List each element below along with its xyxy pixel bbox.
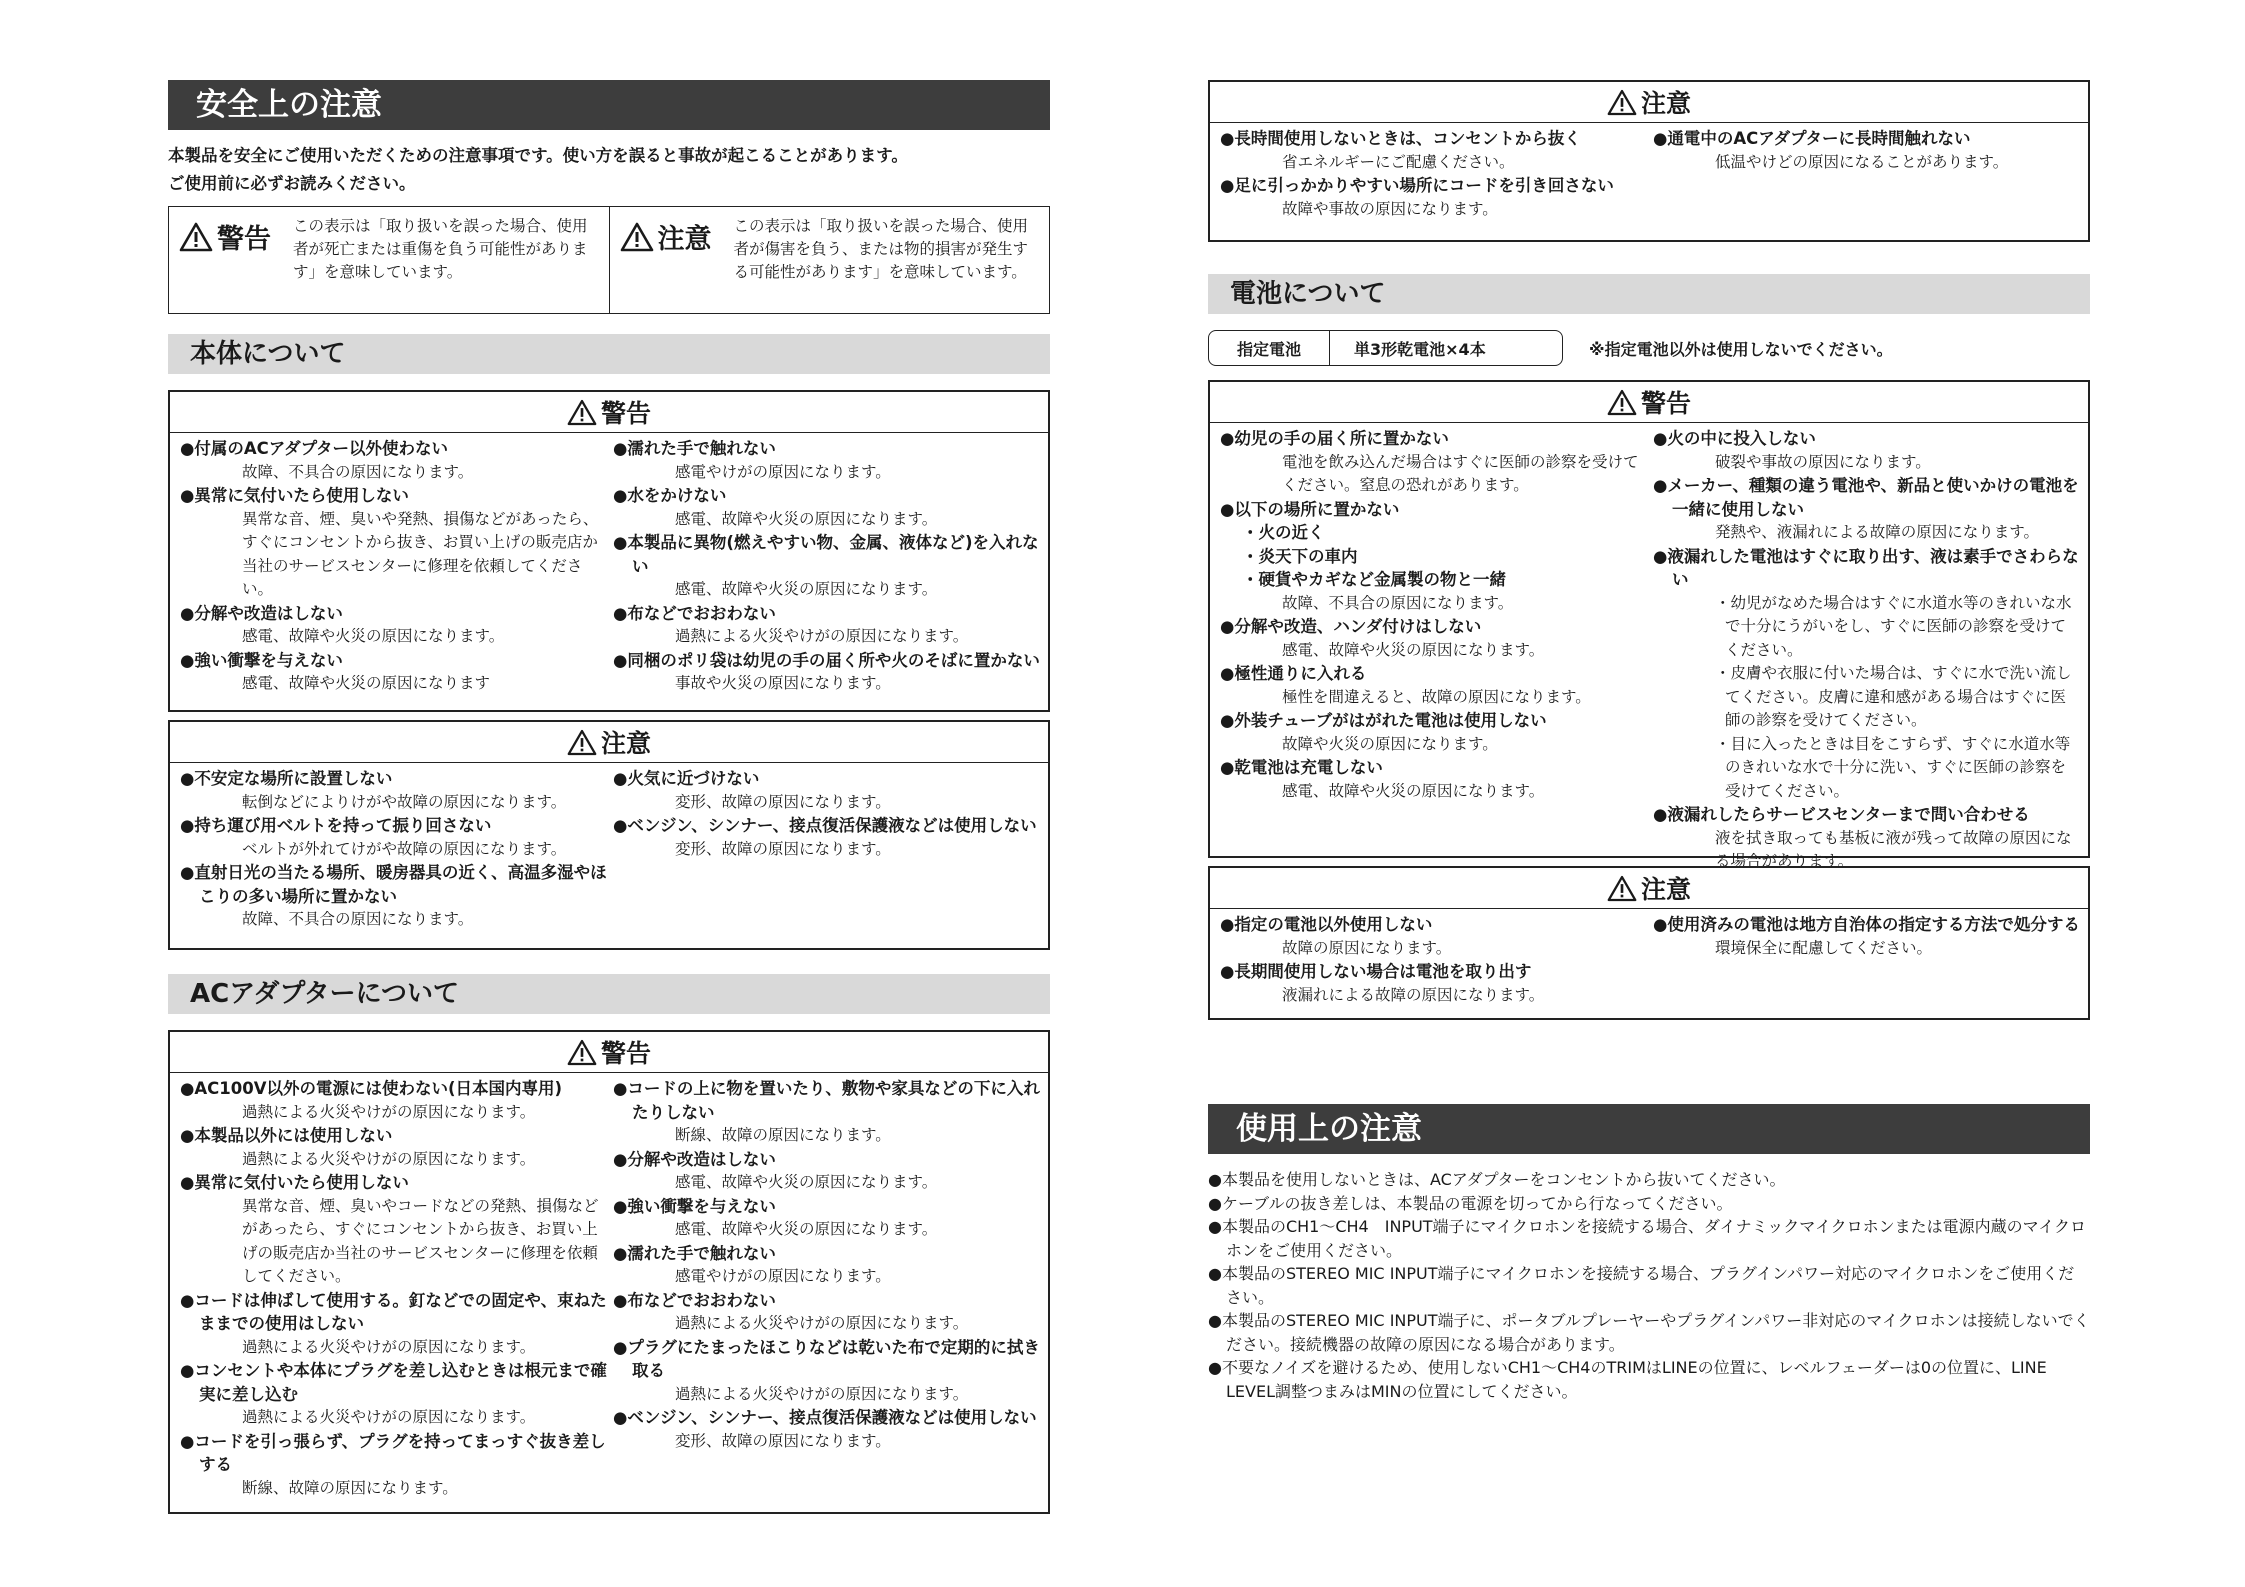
item-description: 過熱による火災やけがの原因になります。	[675, 627, 969, 645]
item-description: 過熱による火災やけがの原因になります。	[242, 1408, 536, 1426]
item-description: 電池を飲み込んだ場合はすぐに医師の診察を受けてください。窒息の恐れがあります。	[1282, 452, 1639, 494]
battery-spec-value: 単3形乾電池×4本	[1329, 331, 1562, 365]
ac-caution-box	[1208, 80, 2090, 242]
box-title-text: 警告	[600, 1039, 651, 1068]
item-description: 過熱による火災やけがの原因になります。	[675, 1384, 969, 1403]
item-heading: ●分解や改造はしない	[180, 603, 343, 623]
item-description: 転倒などによりけがや故障の原因になります。	[242, 792, 567, 811]
item-bullet-description: ・皮膚や衣服に付いた場合は、すぐに水で洗い流してください。皮膚に違和感がある場合はすぐに医師の診察を受けてください。	[1715, 664, 2072, 729]
item-description: 環境保全に配慮してください。	[1715, 938, 1933, 957]
item-heading: ●ベンジン、シンナー、接点復活保護液などは使用しない	[613, 816, 1037, 835]
item-heading: ●水をかけない	[613, 486, 727, 505]
item-description: 省エネルギーにご配慮ください。	[1282, 152, 1515, 171]
item-description: 過熱による火災やけがの原因になります。	[242, 1149, 536, 1168]
item-heading: ●乾電池は充電しない	[1220, 758, 1383, 777]
legend-warning-desc: この表示は「取り扱いを誤った場合、使用者が死亡または重傷を負う可能性があります」を意味しています。	[293, 217, 588, 281]
legend-caution-desc: この表示は「取り扱いを誤った場合、使用者が傷害を負う、または物的損害が発生する可能性があります」を意味しています。	[733, 217, 1029, 281]
item-heading: ●外装チューブがはがれた電池は使用しない	[1220, 711, 1547, 730]
warning-triangle-icon	[1607, 89, 1637, 116]
item-description: 感電、故障や火災の原因になります。	[1282, 640, 1545, 659]
box-column	[1647, 427, 2080, 874]
item-heading: ●強い衝撃を与えない	[180, 650, 343, 670]
item-description: 感電、故障や火災の原因になります。	[242, 627, 505, 645]
warning-triangle-icon	[1607, 875, 1637, 902]
item-description: 発熱や、液漏れによる故障の原因になります。	[1715, 523, 2039, 541]
item-description: 極性を間違えると、故障の原因になります。	[1282, 687, 1591, 706]
item-heading: ●指定の電池以外使用しない	[1220, 915, 1433, 934]
item-bullet-description: ・幼児がなめた場合はすぐに水道水等のきれいな水で十分にうがいをし、すぐに医師の診察を受けてください。	[1715, 593, 2072, 659]
usage-item: ●不要なノイズを避けるため、使用しないCH1～CH4のTRIMはLINEの位置に、レベルフェーダーは0の位置に、LINE LEVEL調整つまみはMINの位置にしてください。	[1208, 1358, 2047, 1401]
battery-caution-box	[1208, 866, 2090, 1020]
box-body	[1210, 909, 2088, 1007]
intro-line-1: 本製品を安全にご使用いただくための注意事項です。使い方を誤ると事故が起こることがあります。	[168, 146, 908, 165]
box-column	[180, 1077, 607, 1500]
item-description: 液を拭き取っても基板に液が残って故障の原因になる場合があります。	[1715, 828, 2072, 870]
item-heading: ●分解や改造、ハンダ付けはしない	[1220, 617, 1482, 636]
usage-item: ●本製品のCH1～CH4 INPUT端子にマイクロホンを接続する場合、ダイナミックマイクロホンまたは電源内蔵のマイクロホンをご使用ください。	[1208, 1217, 2086, 1260]
item-description: 感電、故障や火災の原因になります	[242, 674, 491, 692]
item-heading: ●コンセントや本体にプラグを差し込むときは根元まで確実に差し込む	[180, 1361, 607, 1404]
item-description: 感電、故障や火災の原因になります。	[675, 1173, 938, 1191]
item-heading: ●コードを引っ張らず、プラグを持ってまっすぐ抜き差しする	[180, 1431, 606, 1474]
item-heading: ●異常に気付いたら使用しない	[180, 486, 409, 505]
item-description: 異常な音、煙、臭いやコードなどの発熱、損傷などがあったら、すぐにコンセントから抜き、お買い上げの販売店か当社のサービスセンターに修理を依頼してください。	[242, 1196, 599, 1285]
item-heading: ●長期間使用しない場合は電池を取り出す	[1220, 962, 1532, 981]
intro-line-2: ご使用前に必ずお読みください。	[168, 174, 416, 193]
item-description: 断線、故障の原因になります。	[242, 1478, 458, 1497]
item-description: 故障、不具合の原因になります。	[242, 910, 474, 928]
item-heading: ●布などでおおわない	[613, 603, 776, 623]
legend-warning-label: 警告	[217, 224, 271, 255]
box-title	[1210, 382, 2088, 423]
item-heading: ●足に引っかかりやすい場所にコードを引き回さない	[1220, 176, 1614, 195]
box-title	[170, 722, 1048, 763]
item-heading: ●濡れた手で触れない	[613, 439, 776, 458]
item-description: 故障、不具合の原因になります。	[1282, 593, 1514, 612]
usage-title: 使用上の注意	[1208, 1104, 2090, 1154]
item-description: 断線、故障の原因になります。	[675, 1126, 891, 1144]
item-description: 変形、故障の原因になります。	[675, 792, 891, 811]
item-heading: ●同梱のポリ袋は幼児の手の届く所や火のそばに置かない	[613, 650, 1040, 670]
box-body	[170, 433, 1048, 696]
box-body	[170, 1073, 1048, 1500]
box-column	[607, 767, 1040, 932]
box-column	[1647, 127, 2080, 221]
battery-spec-label: 指定電池	[1237, 339, 1302, 359]
item-heading: ●ベンジン、シンナー、接点復活保護液などは使用しない	[613, 1408, 1037, 1427]
box-title-text: 注意	[1640, 89, 1691, 118]
item-description: 故障や事故の原因になります。	[1282, 199, 1498, 218]
ac-warning-box	[168, 1030, 1050, 1514]
item-description: 低温やけどの原因になることがあります。	[1715, 152, 2009, 171]
item-description: 過熱による火災やけがの原因になります。	[675, 1314, 969, 1332]
item-description: 過熱による火災やけがの原因になります。	[242, 1337, 536, 1356]
box-body	[1210, 423, 2088, 874]
item-description: 感電、故障や火災の原因になります。	[675, 1220, 938, 1238]
box-column	[1220, 427, 1647, 874]
warning-triangle-icon	[1607, 389, 1637, 416]
battery-warning-box	[1208, 380, 2090, 870]
item-heading: ●濡れた手で触れない	[613, 1243, 776, 1263]
item-description: 故障、不具合の原因になります。	[242, 462, 474, 481]
box-title-text: 警告	[600, 399, 651, 428]
item-description: 感電、故障や火災の原因になります。	[675, 509, 938, 528]
legend-box	[168, 206, 1050, 314]
intro-text	[168, 142, 908, 198]
warning-triangle-icon	[179, 222, 213, 252]
item-description: 故障の原因になります。	[1282, 938, 1452, 957]
item-heading: ●AC100V以外の電源には使わない(日本国内専用)	[180, 1079, 563, 1098]
usage-item: ●ケーブルの抜き差しは、本製品の電源を切ってから行なってください。	[1208, 1193, 1733, 1213]
item-heading: ●異常に気付いたら使用しない	[180, 1173, 409, 1192]
usage-item: ●本製品のSTEREO MIC INPUT端子にマイクロホンを接続する場合、プラグインパワー対応のマイクロホンをご使用ください。	[1208, 1264, 2075, 1307]
battery-spec	[1208, 330, 1893, 366]
item-heading: ●分解や改造はしない	[613, 1149, 776, 1169]
item-heading: ●付属のACアダプター以外使わない	[180, 439, 448, 458]
item-heading: ●極性通りに入れる	[1220, 664, 1367, 683]
item-description: ベルトが外れてけがや故障の原因になります。	[242, 839, 567, 858]
item-heading: ●以下の場所に置かない	[1220, 499, 1400, 519]
body-section-title: 本体について	[168, 334, 1050, 374]
item-heading: ●通電中のACアダプターに長時間触れない	[1653, 129, 1971, 148]
item-description: 過熱による火災やけがの原因になります。	[242, 1102, 536, 1121]
item-subheading: ・硬貨やカギなど金属製の物と一緒	[1242, 570, 1506, 589]
item-description: 感電、故障や火災の原因になります。	[675, 580, 938, 598]
box-title-text: 注意	[1640, 875, 1691, 904]
item-heading: ●コードの上に物を置いたり、敷物や家具などの下に入れたりしない	[613, 1079, 1040, 1122]
item-heading: ●液漏れした電池はすぐに取り出す、液は素手でさわらない	[1653, 546, 2079, 589]
item-description: 変形、故障の原因になります。	[675, 839, 891, 858]
item-heading: ●持ち運び用ベルトを持って振り回さない	[180, 816, 492, 835]
warning-triangle-icon	[567, 1039, 597, 1066]
box-column	[1647, 913, 2080, 1007]
item-heading: ●メーカー、種類の違う電池や、新品と使いかけの電池を一緒に使用しない	[1653, 476, 2079, 519]
item-heading: ●幼児の手の届く所に置かない	[1220, 429, 1449, 448]
usage-item: ●本製品を使用しないときは、ACアダプターをコンセントから抜いてください。	[1208, 1170, 1786, 1189]
box-body	[170, 763, 1048, 932]
item-heading: ●液漏れしたらサービスセンターまで問い合わせる	[1653, 805, 2030, 824]
usage-item: ●本製品のSTEREO MIC INPUT端子に、ポータブルプレーヤーやプラグインパワー非対応のマイクロホンは接続しないでください。接続機器の故障の原因になる場合があります。	[1208, 1311, 2090, 1354]
battery-section-title: 電池について	[1208, 274, 2090, 314]
item-description: 感電、故障や火災の原因になります。	[1282, 781, 1545, 800]
item-heading: ●本製品に異物(燃えやすい物、金属、液体など)を入れない	[613, 533, 1039, 576]
item-heading: ●布などでおおわない	[613, 1290, 776, 1310]
item-heading: ●強い衝撃を与えない	[613, 1196, 776, 1216]
battery-spec-note: ※指定電池以外は使用しないでください。	[1589, 339, 1893, 359]
box-title-text: 注意	[600, 729, 651, 758]
item-description: 感電やけがの原因になります。	[675, 1267, 891, 1285]
item-heading: ●長時間使用しないときは、コンセントから抜く	[1220, 129, 1581, 148]
box-title-text: 警告	[1640, 389, 1691, 418]
item-description: 破裂や事故の原因になります。	[1715, 452, 1931, 471]
battery-spec-pill	[1208, 330, 1563, 366]
item-description: 変形、故障の原因になります。	[675, 1431, 891, 1450]
box-title	[170, 1032, 1048, 1073]
legend-warning	[169, 207, 609, 313]
box-title	[170, 392, 1048, 433]
box-body	[1210, 123, 2088, 221]
box-column	[180, 767, 607, 932]
legend-caution	[609, 207, 1050, 313]
item-description: 故障や火災の原因になります。	[1282, 734, 1498, 753]
box-column	[607, 437, 1040, 696]
item-heading: ●本製品以外には使用しない	[180, 1126, 393, 1145]
item-heading: ●火気に近づけない	[613, 769, 760, 788]
item-heading: ●火の中に投入しない	[1653, 429, 1816, 448]
body-warning-box	[168, 390, 1050, 712]
box-column	[180, 437, 607, 696]
item-bullet-description: ・目に入ったときは目をこすらず、すぐに水道水等のきれいな水で十分に洗い、すぐに医師の診察を受けてください。	[1715, 734, 2071, 800]
usage-list	[1208, 1168, 2090, 1403]
box-column	[607, 1077, 1040, 1500]
legend-caution-label: 注意	[657, 224, 712, 255]
ac-section-title: ACアダプターについて	[168, 974, 1050, 1014]
warning-triangle-icon	[567, 399, 597, 426]
box-column	[1220, 127, 1647, 221]
item-description: 事故や火災の原因になります。	[675, 674, 891, 692]
item-subheading: ・炎天下の車内	[1242, 546, 1358, 566]
item-heading: ●使用済みの電池は地方自治体の指定する方法で処分する	[1653, 915, 2080, 934]
caution-triangle-icon	[620, 222, 654, 252]
item-heading: ●コードは伸ばして使用する。釘などでの固定や、束ねたままでの使用はしない	[180, 1290, 607, 1333]
item-description: 異常な音、煙、臭いや発熱、損傷などがあったら、すぐにコンセントから抜き、お買い上げの販売店か当社のサービスセンターに修理を依頼してください。	[242, 509, 599, 598]
item-heading: ●直射日光の当たる場所、暖房器具の近く、高温多湿やほこりの多い場所に置かない	[180, 863, 607, 906]
body-caution-box	[168, 720, 1050, 950]
item-description: 感電やけがの原因になります。	[675, 462, 891, 481]
box-column	[1220, 913, 1647, 1007]
item-heading: ●不安定な場所に設置しない	[180, 769, 393, 788]
item-description: 液漏れによる故障の原因になります。	[1282, 985, 1545, 1004]
box-title	[1210, 82, 2088, 123]
warning-triangle-icon	[567, 729, 597, 756]
box-title	[1210, 868, 2088, 909]
item-heading: ●プラグにたまったほこりなどは乾いた布で定期的に拭き取る	[613, 1337, 1040, 1380]
item-subheading: ・火の近く	[1242, 523, 1325, 542]
safety-title: 安全上の注意	[168, 80, 1050, 130]
